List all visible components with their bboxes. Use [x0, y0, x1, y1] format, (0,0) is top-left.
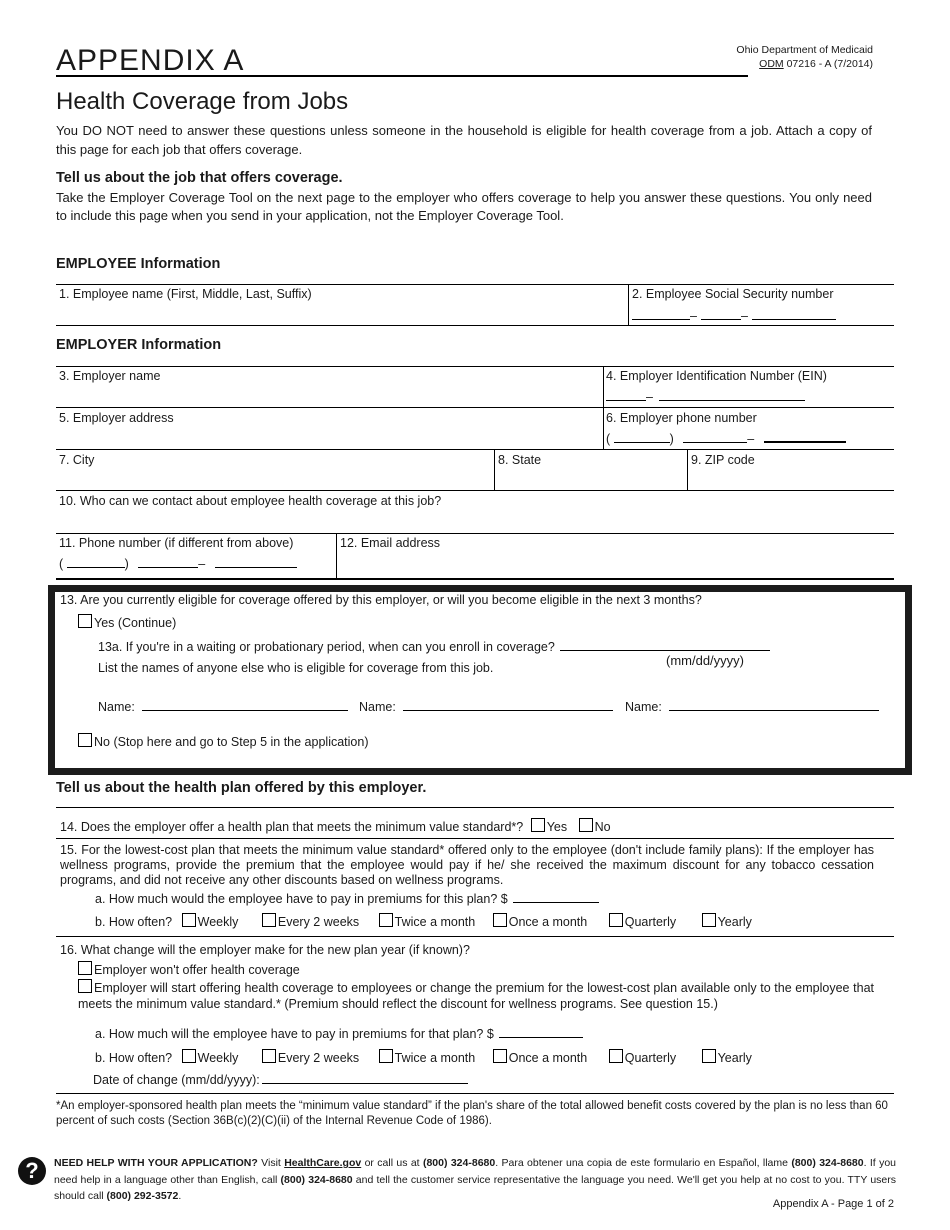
q13-yes-checkbox[interactable]: [78, 614, 92, 628]
q16a: a. How much will the employee have to pay in premiums for that plan? $: [95, 1027, 583, 1041]
q13-question: 13. Are you currently eligible for coverage offered by this employer, or will you become eligible in the next 3 months?: [60, 593, 702, 607]
q16b-every-2-weeks[interactable]: Every 2 weeks: [262, 1051, 359, 1065]
q13-name-2[interactable]: Name:: [359, 700, 613, 714]
employer-phone-label: 6. Employer phone number: [606, 411, 757, 425]
email-label: 12. Email address: [340, 536, 441, 550]
employee-heading: EMPLOYEE Information: [56, 256, 221, 272]
q16b-twice-a-month[interactable]: Twice a month: [379, 1051, 476, 1065]
title-rule: [56, 75, 748, 77]
date-of-change: Date of change (mm/dd/yyyy):: [93, 1073, 468, 1087]
footnote: *An employer-sponsored health plan meets the “minimum value standard” if the plan's share of the total allowed benefit costs covered by the plan is no less than 60 percent of such costs (Section 36B(c)(2)(C)(ii) of the Internal Revenue Code of 1986).: [56, 1100, 888, 1127]
q13-yes[interactable]: Yes (Continue): [78, 614, 176, 630]
page-footer: Appendix A - Page 1 of 2: [772, 1198, 894, 1210]
q14-no-checkbox[interactable]: [579, 818, 593, 832]
q15b-quarterly[interactable]: Quarterly: [609, 915, 676, 929]
job-text: Take the Employer Coverage Tool on the next page to the employer who offers coverage to help you answer these questions. You only need to include this page when you send in your application, not the Employer Coverage Tool.: [56, 190, 872, 223]
form-code: ODM 07216 - A (7/2014): [759, 58, 873, 70]
help-icon: ?: [18, 1157, 46, 1185]
ein-label: 4. Employer Identification Number (EIN): [606, 369, 827, 383]
ssn-field[interactable]: – –: [632, 309, 836, 323]
page-title: Health Coverage from Jobs: [56, 88, 349, 115]
q13a-date-hint: (mm/dd/yyyy): [666, 653, 744, 668]
agency-name: Ohio Department of Medicaid: [736, 44, 873, 56]
q15b-every-2-weeks[interactable]: Every 2 weeks: [262, 915, 359, 929]
q15b-weekly[interactable]: Weekly: [182, 915, 239, 929]
q14-yes-checkbox[interactable]: [531, 818, 545, 832]
q15a-amount-field[interactable]: [513, 892, 599, 903]
q16b-quarterly[interactable]: Quarterly: [609, 1051, 676, 1065]
zip-label: 9. ZIP code: [691, 453, 755, 467]
employer-name-label: 3. Employer name: [59, 369, 161, 383]
contact-phone-field[interactable]: ( ) –: [59, 557, 297, 571]
ein-field[interactable]: –: [606, 390, 805, 404]
date-of-change-field[interactable]: [262, 1073, 468, 1084]
q16-opt2-checkbox[interactable]: [78, 979, 92, 993]
plan-heading: Tell us about the health plan offered by this employer.: [56, 780, 427, 796]
q15-question: 15. For the lowest-cost plan that meets the minimum value standard* offered only to the employee (don't include family plans): If the employer has wellness programs, provide the premium that the employee would pay if he/ she received the maximum discount for any tobacco cessation programs, and did not receive any other discounts based on wellness programs.: [60, 843, 874, 887]
q13a-date-field[interactable]: [560, 640, 770, 651]
q16b-yearly[interactable]: Yearly: [702, 1051, 752, 1065]
q16-question: 16. What change will the employer make for the new plan year (if known)?: [60, 943, 470, 957]
job-heading: Tell us about the job that offers coverage.: [56, 170, 343, 186]
appendix-title: APPENDIX A: [56, 44, 245, 77]
agency-block: [736, 43, 873, 71]
q16b-weekly[interactable]: Weekly: [182, 1051, 239, 1065]
help-text: NEED HELP WITH YOUR APPLICATION? Visit HealthCare.gov or call us at (800) 324-8680. Para obtener una copia de este formulario en Español, llame (800) 324-8680. If you need help in a language other than English, call (800) 324-8680 and tell the customer service representative the language you need. We'll get you help at no cost to you. TTY users should call (800) 292-3572.: [54, 1157, 896, 1202]
healthcare-gov-link[interactable]: HealthCare.gov: [284, 1157, 362, 1169]
q16-option-2[interactable]: Employer will start offering health coverage to employees or change the premium for the lowest-cost plan available only to the employee that meets the minimum value standard.* (Premium should reflect the discount for wellness programs. See question 15.): [78, 981, 874, 1011]
q15b-frequency: b. How often? Weekly Every 2 weeks Twice a month Once a month Quarterly Yearly: [95, 915, 752, 929]
q16-opt1-checkbox[interactable]: [78, 961, 92, 975]
employee-name-label: 1. Employee name (First, Middle, Last, Suffix): [59, 287, 312, 301]
q13-no[interactable]: No (Stop here and go to Step 5 in the application): [78, 733, 369, 749]
ssn-label: 2. Employee Social Security number: [632, 287, 834, 301]
employer-phone-field[interactable]: ( ) –: [606, 431, 846, 446]
intro-text: You DO NOT need to answer these questions unless someone in the household is eligible for health coverage from a job. Attach a copy of this page for each job that offers coverage.: [56, 123, 872, 157]
state-label: 8. State: [498, 453, 542, 467]
q13-name-1[interactable]: Name:: [98, 700, 348, 714]
q16b-frequency: b. How often? Weekly Every 2 weeks Twice a month Once a month Quarterly Yearly: [95, 1051, 752, 1065]
contact-label: 10. Who can we contact about employee health coverage at this job?: [59, 494, 442, 508]
q16-option-1[interactable]: Employer won't offer health coverage: [78, 961, 300, 977]
q15b-twice-a-month[interactable]: Twice a month: [379, 915, 476, 929]
q13a-question: 13a. If you're in a waiting or probationary period, when can you enroll in coverage?: [98, 640, 770, 654]
q13-no-checkbox[interactable]: [78, 733, 92, 747]
employer-address-label: 5. Employer address: [59, 411, 174, 425]
q16b-once-a-month[interactable]: Once a month: [493, 1051, 588, 1065]
city-label: 7. City: [59, 453, 95, 467]
q14-question: 14. Does the employer offer a health plan that meets the minimum value standard*? Yes No: [60, 820, 611, 834]
q15b-yearly[interactable]: Yearly: [702, 915, 752, 929]
phone-label: 11. Phone number (if different from above): [59, 536, 294, 550]
q15a: a. How much would the employee have to pay in premiums for this plan? $: [95, 892, 599, 906]
q15b-once-a-month[interactable]: Once a month: [493, 915, 588, 929]
employer-heading: EMPLOYER Information: [56, 337, 222, 353]
q13-name-3[interactable]: Name:: [625, 700, 879, 714]
q16a-amount-field[interactable]: [499, 1027, 583, 1038]
q13-list-names: List the names of anyone else who is eligible for coverage from this job.: [98, 661, 494, 675]
